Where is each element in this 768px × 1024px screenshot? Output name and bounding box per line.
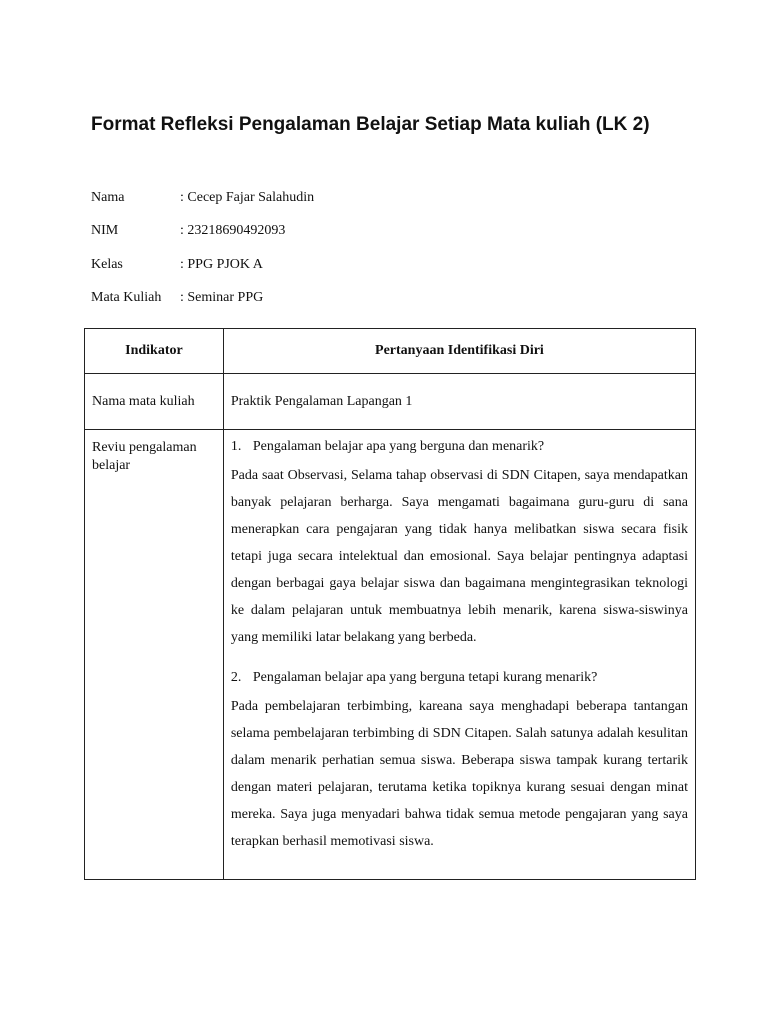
answer-2: Pada pembelajaran terbimbing, kareana saya menghadapi beberapa tantangan selama pembelajaran terbimbing di SDN Citapen. Salah satunya adalah kesulitan dalam menarik perhatian semua siswa. Beberapa siswa tampak kurang tertarik dengan materi pelajaran, terutama ketika topiknya kurang sesuai dengan minat mereka. Saya juga menyadari bahwa tidak semua metode pengajaran yang saya terapkan berhasil memotivasi siswa. bbox=[230, 699, 688, 849]
indicator-cell: Reviu pengalaman belajar bbox=[85, 430, 224, 880]
table-row bbox=[85, 430, 696, 880]
field-label: Mata Kuliah bbox=[91, 290, 162, 305]
header-indikator: Indikator bbox=[85, 329, 224, 374]
field-value: : 23218690492093 bbox=[180, 221, 285, 241]
content-cell bbox=[223, 430, 695, 880]
question-text: Pengalaman belajar apa yang berguna dan menarik? bbox=[252, 439, 545, 454]
field-label: Nama bbox=[91, 190, 125, 205]
answer-1: Pada saat Observasi, Selama tahap observasi di SDN Citapen, saya mendapatkan banyak pelajaran berharga. Saya mengamati bagaimana guru-guru di sana menerapkan cara pengajaran yang tidak hanya melibatkan siswa secara fisik tetapi juga secara intelektual dan emosional. Saya belajar pentingnya adaptasi dengan berbagai gaya belajar siswa dan bagaimana mengintegrasikan teknologi ke dalam pelajaran untuk membuatnya lebih menarik, karena siswa-siswinya yang memiliki latar belakang yang berbeda. bbox=[230, 468, 688, 645]
content-cell: Praktik Pengalaman Lapangan 1 bbox=[223, 374, 695, 430]
field-label: NIM bbox=[91, 223, 119, 238]
field-label: Kelas bbox=[91, 257, 123, 272]
indicator-cell: Nama mata kuliah bbox=[85, 374, 224, 430]
question-number: 1. bbox=[230, 439, 242, 454]
document-title: Format Refleksi Pengalaman Belajar Setiap Mata kuliah (LK 2) bbox=[91, 114, 650, 135]
table-header-row bbox=[85, 329, 696, 374]
table-row bbox=[85, 374, 696, 430]
question-number: 2. bbox=[230, 670, 242, 685]
question-1 bbox=[231, 436, 688, 456]
field-value: : PPG PJOK A bbox=[180, 255, 263, 275]
question-text: Pengalaman belajar apa yang berguna tetapi kurang menarik? bbox=[252, 670, 598, 685]
reflection-table bbox=[84, 328, 696, 880]
header-pertanyaan: Pertanyaan Identifikasi Diri bbox=[223, 329, 695, 374]
question-2 bbox=[231, 667, 688, 687]
field-value: : Seminar PPG bbox=[180, 288, 263, 308]
field-value: : Cecep Fajar Salahudin bbox=[180, 188, 314, 208]
